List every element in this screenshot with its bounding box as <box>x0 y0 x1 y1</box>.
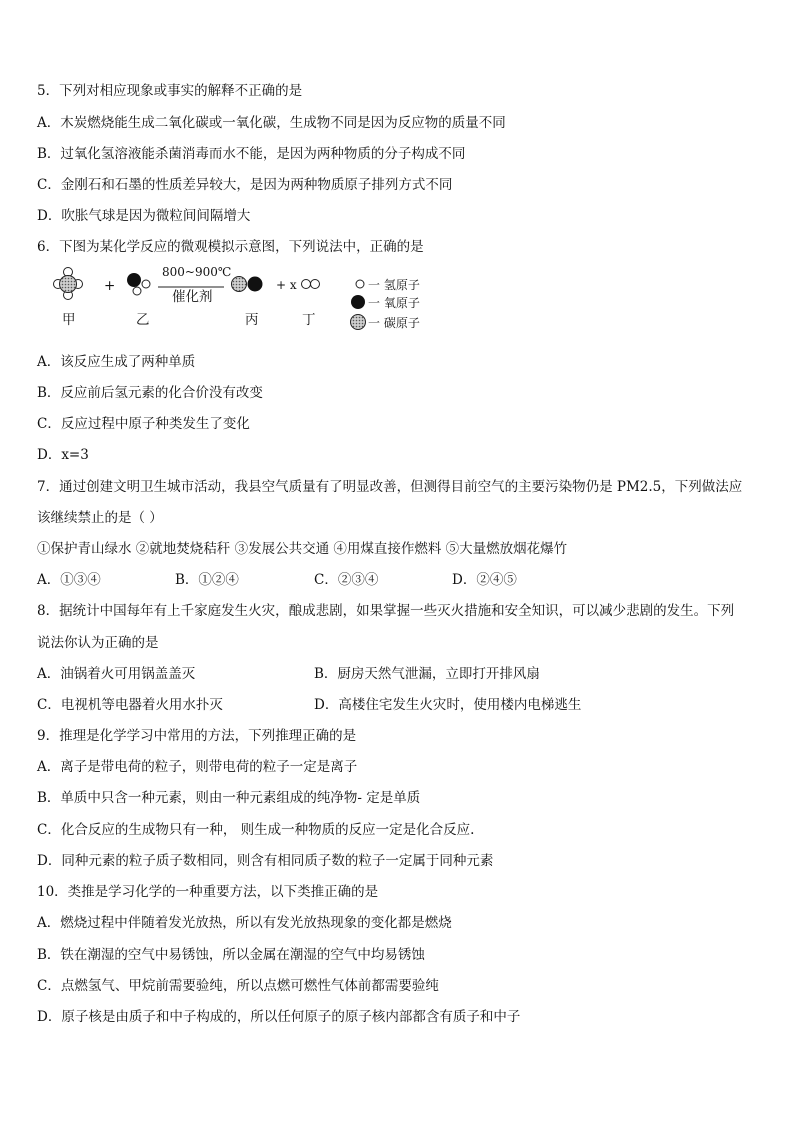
reaction-condition-temperature: 800~900℃ <box>162 265 232 279</box>
q5-option-c: C．金刚石和石墨的性质差异较大，是因为两种物质原子排列方式不同 <box>37 177 453 193</box>
q8-stem-line1: 8．据统计中国每年有上千家庭发生火灾，酿成悲剧，如果掌握一些灭火措施和安全知识，可以减少悲剧的发生。下列 <box>37 603 735 619</box>
q7-option-b: B．①②④ <box>175 572 239 588</box>
carbon-monoxide-molecule-icon <box>232 277 263 292</box>
q6-option-b: B．反应前后氢元素的化合价没有改变 <box>37 385 263 401</box>
q5-stem: 5．下列对相应现象或事实的解释不正确的是 <box>37 83 303 99</box>
water-molecule-icon <box>127 273 150 295</box>
q5-option-b: B．过氧化氢溶液能杀菌消毒而水不能，是因为两种物质的分子构成不同 <box>37 146 466 162</box>
q7-option-a: A．①③④ <box>37 572 101 588</box>
q8-option-a: A．油锅着火可用锅盖盖灭 <box>37 666 196 682</box>
plus-sign-1: + <box>104 278 116 294</box>
q6-option-c: C．反应过程中原子种类发生了变化 <box>37 416 250 432</box>
legend-carbon-label: 一 碳原子 <box>368 316 420 330</box>
q5-option-d: D．吹胀气球是因为微粒间间隔增大 <box>37 208 251 224</box>
q9-option-b: B．单质中只含一种元素，则由一种元素组成的纯净物- 定是单质 <box>37 790 421 806</box>
reaction-diagram <box>40 262 440 336</box>
legend-hydrogen-label: 一 氢原子 <box>368 278 420 292</box>
plus-sign-x: + x <box>276 278 297 292</box>
q8-option-c: C．电视机等电器着火用水扑灭 <box>37 697 223 713</box>
q9-option-d: D．同种元素的粒子质子数相同，则含有相同质子数的粒子一定属于同种元素 <box>37 853 494 869</box>
methane-molecule-icon <box>54 268 83 300</box>
q7-stem-line1: 7．通过创建文明卫生城市活动，我县空气质量有了明显改善，但测得目前空气的主要污染物仍是 PM2.5，下列做法应 <box>37 479 743 495</box>
legend-hydrogen-atom-icon <box>356 280 364 288</box>
q9-option-a: A．离子是带电荷的粒子，则带电荷的粒子一定是离子 <box>37 759 358 775</box>
q7-option-c: C．②③④ <box>314 572 379 588</box>
q10-option-a: A．燃烧过程中伴随着发光放热，所以有发光放热现象的变化都是燃烧 <box>37 915 452 931</box>
q8-option-b: B．厨房天然气泄漏，立即打开排风扇 <box>314 666 540 682</box>
q7-items: ①保护青山绿水 ②就地焚烧秸秆 ③发展公共交通 ④用煤直接作燃料 ⑤大量燃放烟花爆竹 <box>37 541 568 557</box>
q10-option-b: B．铁在潮湿的空气中易锈蚀，所以金属在潮湿的空气中均易锈蚀 <box>37 947 425 963</box>
q5-option-a: A．木炭燃烧能生成二氧化碳或一氧化碳，生成物不同是因为反应物的质量不同 <box>37 115 506 131</box>
q6-option-d: D．x=3 <box>37 447 89 463</box>
q6-option-a: A．该反应生成了两种单质 <box>37 354 196 370</box>
q9-option-c: C．化合反应的生成物只有一种， 则生成一种物质的反应一定是化合反应. <box>37 822 475 838</box>
legend-oxygen-label: 一 氧原子 <box>368 296 420 310</box>
q7-stem-line2: 该继续禁止的是（ ） <box>37 510 163 526</box>
q6-stem: 6．下图为某化学反应的微观模拟示意图，下列说法中，正确的是 <box>37 239 424 255</box>
label-yi: 乙 <box>136 312 150 328</box>
q10-option-c: C．点燃氢气、甲烷前需要验纯，所以点燃可燃性气体前都需要验纯 <box>37 978 439 994</box>
q10-option-d: D．原子核是由质子和中子构成的，所以任何原子的原子核内部都含有质子和中子 <box>37 1009 521 1025</box>
q9-stem: 9．推理是化学学习中常用的方法，下列推理正确的是 <box>37 728 357 744</box>
label-bing: 丙 <box>245 312 259 328</box>
label-jia: 甲 <box>62 312 76 328</box>
legend-carbon-atom-icon <box>351 315 366 330</box>
label-ding: 丁 <box>302 312 316 328</box>
q7-option-d: D．②④⑤ <box>452 572 517 588</box>
legend-oxygen-atom-icon <box>351 295 365 309</box>
q8-stem-line2: 说法你认为正确的是 <box>37 635 159 651</box>
hydrogen-molecule-icon <box>302 280 320 289</box>
q10-stem: 10．类推是学习化学的一种重要方法，以下类推正确的是 <box>37 884 379 900</box>
reaction-condition-catalyst: 催化剂 <box>172 289 213 305</box>
q8-option-d: D．高楼住宅发生火灾时，使用楼内电梯逃生 <box>314 697 582 713</box>
